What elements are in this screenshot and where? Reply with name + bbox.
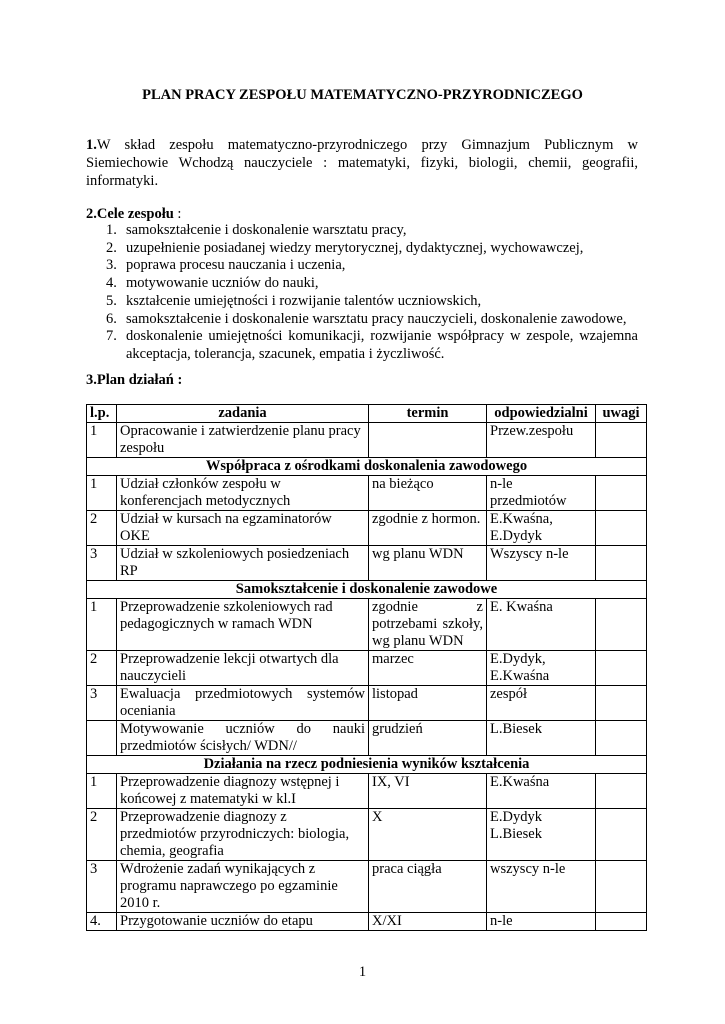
responsible-cell: E.Kwaśna, E.Dydyk [487,511,596,546]
term-cell: X [369,809,487,861]
responsible-cell: wszyscy n-le [487,861,596,913]
goal-text: doskonalenie umiejętności komunikacji, rozwijanie współpracy w zespole, wzajemna akceptacja, tolerancja, szacunek, empatia i życzliwość. [126,328,638,362]
goal-number: 1. [106,222,117,238]
lp-cell: 1 [87,423,117,458]
goal-item [86,257,638,275]
page-number: 1 [358,964,367,980]
goal-item [86,293,638,311]
term-cell: listopad [369,686,487,721]
responsible-cell: Wszyscy n-le [487,546,596,581]
lp-cell: 1 [87,774,117,809]
plan-table [86,404,647,931]
goals-list [86,222,638,364]
notes-cell [596,476,647,511]
section-3-heading: 3.Plan działań : [86,372,183,388]
lp-cell: 2 [87,809,117,861]
table-section-row [87,756,647,774]
responsible-cell: E.Dydyk L.Biesek [487,809,596,861]
goal-text: samokształcenie i doskonalenie warsztatu pracy, [126,222,407,238]
lp-cell: 1 [87,476,117,511]
task-cell: Przeprowadzenie diagnozy z przedmiotów przyrodniczych: biologia, chemia, geografia [117,809,369,861]
term-cell: IX, VI [369,774,487,809]
term-cell: zgodnie z potrzebami szkoły, wg planu WDN [369,599,487,651]
task-cell: Przeprowadzenie szkoleniowych rad pedagogicznych w ramach WDN [117,599,369,651]
lp-cell: 3 [87,546,117,581]
task-cell: Udział w kursach na egzaminatorów OKE [117,511,369,546]
notes-cell [596,774,647,809]
goal-text: poprawa procesu nauczania i uczenia, [126,257,346,274]
notes-cell [596,686,647,721]
task-cell: Udział członków zespołu w konferencjach metodycznych [117,476,369,511]
section-title-cell: Działania na rzecz podniesienia wyników kształcenia [87,756,647,774]
term-cell: na bieżąco [369,476,487,511]
section-1-text: W skład zespołu matematyczno-przyrodniczego przy Gimnazjum Publicznym w Siemiechowie Wchodzą nauczyciele : matematyki, fizyki, biologii, chemii, geografii, informatyki. [86,137,638,189]
lp-cell [87,721,117,756]
responsible-cell: Przew.zespołu [487,423,596,458]
notes-cell [596,599,647,651]
term-cell: X/XI [369,913,487,931]
table-row [87,599,647,651]
goal-number: 6. [106,310,117,327]
responsible-cell: n-le przedmiotów [487,476,596,511]
term-cell: zgodnie z hormon. [369,511,487,546]
goal-number: 2. [106,239,117,256]
document-title: PLAN PRACY ZESPOŁU MATEMATYCZNO-PRZYRODNICZEGO [142,87,583,103]
goal-number: 4. [106,275,117,292]
responsible-cell: E.Dydyk, E.Kwaśna [487,651,596,686]
task-cell: Motywowanie uczniów do nauki przedmiotów ścisłych/ WDN// [117,721,369,756]
goal-text: kształcenie umiejętności i rozwijanie talentów uczniowskich, [126,292,482,309]
column-header-responsible: odpowiedzialni [487,405,596,423]
term-cell: grudzień [369,721,487,756]
notes-cell [596,913,647,931]
task-cell: Udział w szkoleniowych posiedzeniach RP [117,546,369,581]
table-row [87,861,647,913]
table-row [87,774,647,809]
notes-cell [596,651,647,686]
section-2-heading: 2.Cele zespołu : [86,206,182,222]
responsible-cell: zespół [487,686,596,721]
section-1-number: 1. [86,137,97,153]
goal-text: uzupełnienie posiadanej wiedzy merytorycznej, dydaktycznej, wychowawczej, [126,239,584,256]
task-cell: Wdrożenie zadań wynikających z programu naprawczego po egzaminie 2010 r. [117,861,369,913]
task-cell: Przeprowadzenie diagnozy wstępnej i końcowej z matematyki w kl.I [117,774,369,809]
lp-cell: 2 [87,511,117,546]
goal-item [86,240,638,258]
notes-cell [596,721,647,756]
task-cell: Opracowanie i zatwierdzenie planu pracy zespołu [117,423,369,458]
term-cell [369,423,487,458]
goal-item [86,311,638,329]
column-header-lp: l.p. [87,405,117,423]
table-row [87,651,647,686]
table-row [87,686,647,721]
notes-cell [596,423,647,458]
table-row [87,423,647,458]
notes-cell [596,511,647,546]
responsible-cell: L.Biesek [487,721,596,756]
lp-cell: 3 [87,861,117,913]
goal-item [86,275,638,293]
table-row [87,511,647,546]
table-row [87,721,647,756]
table-header-row [87,405,647,423]
goal-number: 7. [106,328,117,345]
table-row [87,476,647,511]
section-1-paragraph [86,136,638,190]
task-cell: Przeprowadzenie lekcji otwartych dla nauczycieli [117,651,369,686]
term-cell: marzec [369,651,487,686]
task-cell: Przygotowanie uczniów do etapu [117,913,369,931]
term-cell: wg planu WDN [369,546,487,581]
goal-text: motywowanie uczniów do nauki, [126,275,319,292]
lp-cell: 3 [87,686,117,721]
table-row [87,809,647,861]
lp-cell: 4. [87,913,117,931]
notes-cell [596,809,647,861]
lp-cell: 1 [87,599,117,651]
notes-cell [596,861,647,913]
goal-item [86,328,638,363]
table-row [87,546,647,581]
column-header-tasks: zadania [117,405,369,423]
notes-cell [596,546,647,581]
lp-cell: 2 [87,651,117,686]
table-section-row [87,581,647,599]
section-title-cell: Samokształcenie i doskonalenie zawodowe [87,581,647,599]
section-title-cell: Współpraca z ośrodkami doskonalenia zawodowego [87,458,647,476]
responsible-cell: E.Kwaśna [487,774,596,809]
column-header-notes: uwagi [596,405,647,423]
goal-item [86,222,638,240]
responsible-cell: E. Kwaśna [487,599,596,651]
task-cell: Ewaluacja przedmiotowych systemów oceniania [117,686,369,721]
goal-text: samokształcenie i doskonalenie warsztatu pracy nauczycieli, doskonalenie zawodowe, [126,310,627,327]
responsible-cell: n-le [487,913,596,931]
table-section-row [87,458,647,476]
term-cell: praca ciągła [369,861,487,913]
goal-number: 5. [106,292,117,309]
plan-table-body [87,423,647,931]
goal-number: 3. [106,257,117,274]
column-header-term: termin [369,405,487,423]
table-row [87,913,647,931]
